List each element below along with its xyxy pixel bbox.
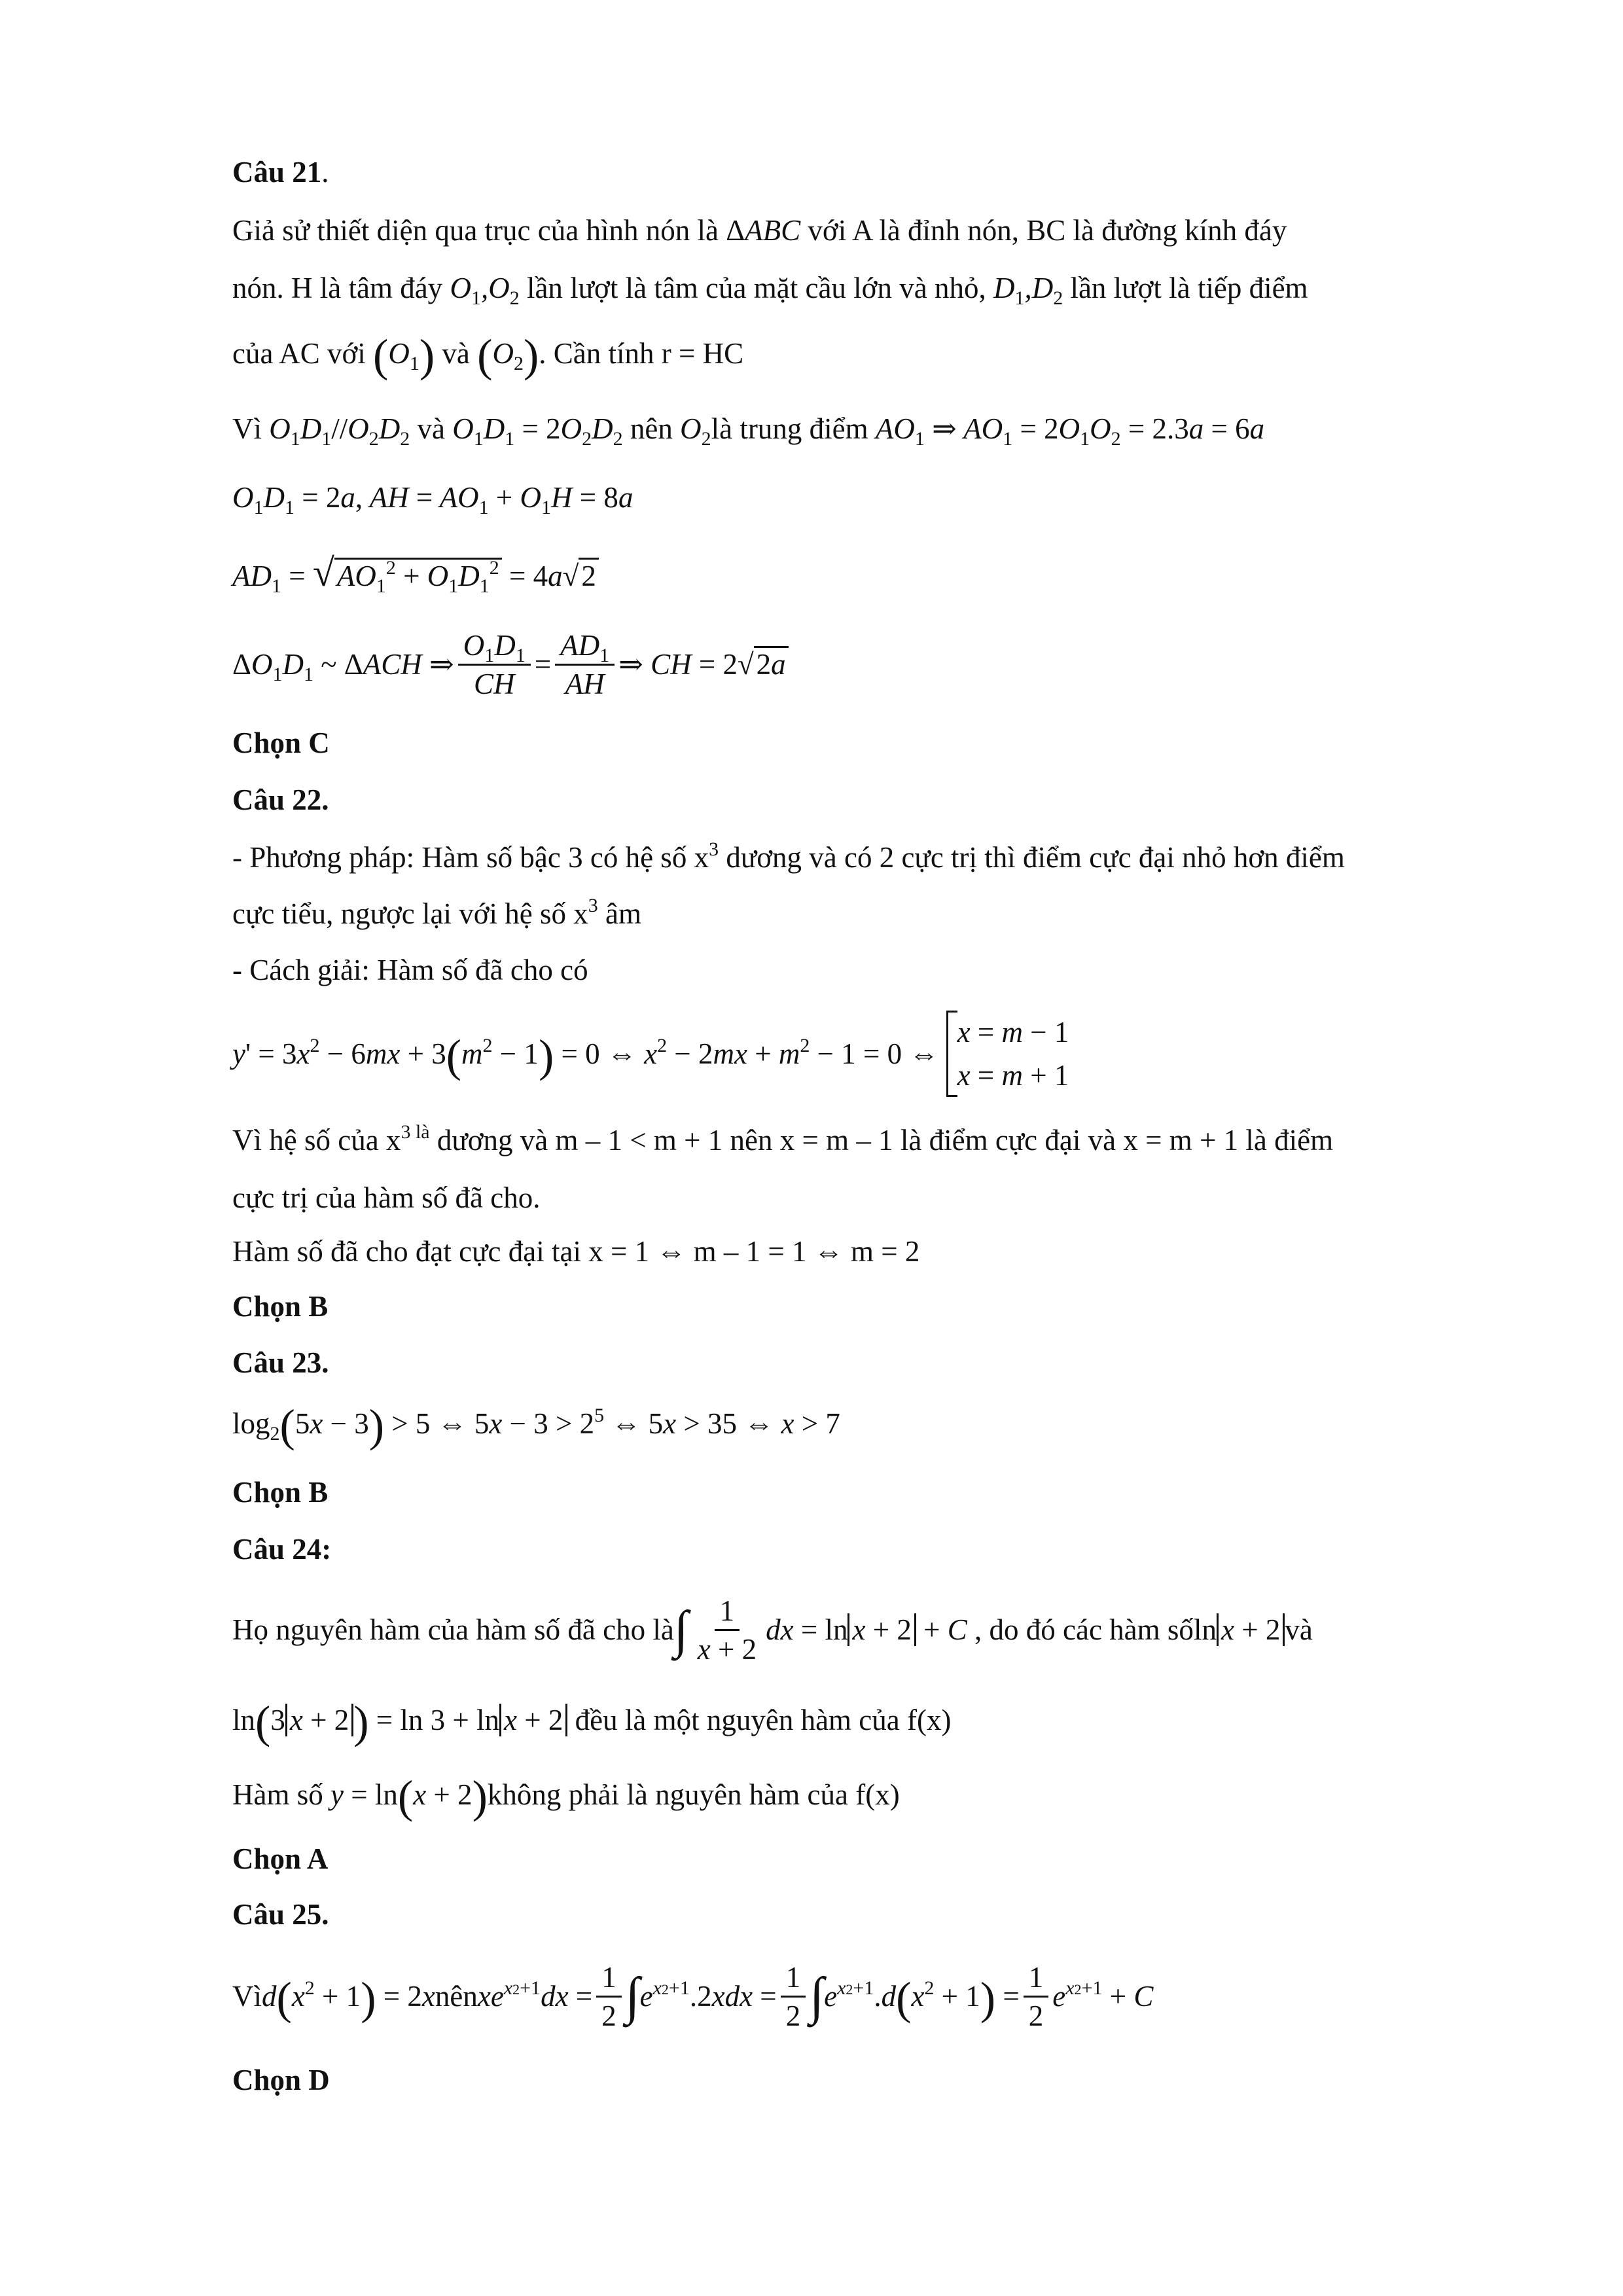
q24-line3: Hàm số y = ln(x + 2)không phải là nguyên hàm của f(x) <box>232 1772 900 1823</box>
q21-eq1: $O_1D_1 = 2a$, AH = $AO_1 + O_1H = 8a$ <box>232 481 633 518</box>
q22-line3: - Cách giải: Hàm số đã cho có <box>232 954 588 986</box>
q21-heading: Câu 21. <box>232 156 329 188</box>
q21-eq2: $AD_1 = √AO_1^2 + O_1D_1^2 = 4a√2$ <box>232 553 1544 596</box>
q23-heading: Câu 23. <box>232 1346 329 1379</box>
q25-answer: Chọn D <box>232 2064 330 2096</box>
q22-heading: Câu 22. <box>232 783 329 816</box>
q22-line5: Vì hệ số của $x^{3 là}$ dương và m – 1 < m + 1 nên x = m – 1 là điểm cực đại và x = m + 1 là điểm <box>232 1121 1334 1157</box>
q24-heading: Câu 24: <box>232 1533 332 1566</box>
q22-answer: Chọn B <box>232 1290 329 1323</box>
q21-line4: Vì $O_1D_1//O_2D_2$ và $O_1D_1 = 2O_2D_2$ nên $O_2là$ trung điểm $AO_1$ ⇒ $AO_1 = 2O_1O_2 = 2.3a = 6a$ <box>232 412 1265 450</box>
q21-answer: Chọn C <box>232 726 330 759</box>
q23-answer: Chọn B <box>232 1476 329 1509</box>
q24-line1: Họ nguyên hàm của hàm số đã cho là ∫ $\frac{1}{x + 2}$ dx = ln x + 2 + C , do đó các hàm số ln x + 2 và <box>232 1587 1544 1672</box>
q21-line2: nón. H là tâm đáy $O_1,O_2$ lần lượt là tâm của mặt cầu lớn và nhỏ, $D_1,D_2$ lần lượt là tiếp điểm <box>232 272 1308 309</box>
q21-line1: Giả sử thiết diện qua trục của hình nón là ΔABC với A là đỉnh nón, BC là đường kính đáy <box>232 214 1287 247</box>
q25-heading: Câu 25. <box>232 1898 329 1931</box>
q21-eq3: $\Delta O_1D_1$ ~ ΔACH ⇒ $\frac{O_1D_1}{CH}$ = $\frac{AD_1}{AH}$ ⇒ CH = 2√2a <box>232 628 1544 700</box>
q22-line7: Hàm số đã cho đạt cực đại tại x = 1 ⇔ m – 1 = 1 ⇔ m = 2 <box>232 1235 920 1268</box>
q22-line2: cực tiểu, ngược lại với hệ số $x^3$ âm <box>232 895 641 930</box>
q22-line6: cực trị của hàm số đã cho. <box>232 1181 541 1214</box>
q24-line2: ln(3 x + 2 ) = ln 3 + ln x + 2 đều là một nguyên hàm của f(x) <box>232 1697 952 1748</box>
q22-line1: - Phương pháp: Hàm số bậc 3 có hệ số $x^3$ dương và có 2 cực trị thì điểm cực đại nhỏ hơn điểm <box>232 838 1345 874</box>
q22-eq: $y' = 3x^2 - 6mx + 3(m^2 - 1) = 0$ ⇔ $x^2 - 2mx + m^2 - 1 = 0$ ⇔ x = m − 1 x = m + 1 <box>232 1008 1544 1100</box>
q24-answer: Chọn A <box>232 1842 329 1875</box>
q21-line3: của AC với $(O_1)$ và $(O_2)$. Cần tính r = HC <box>232 331 744 382</box>
q23-eq: $\log_2(5x - 3) > 5$ ⇔ $5x - 3 > 2^5$ ⇔ 5x > 35 ⇔ x > 7 <box>232 1401 840 1452</box>
q25-line1: Vì $d(x^2 + 1) = 2x$ nên $xe^{x2+1}dx$ = $\frac{1}{2}$ ∫ $e^{x2+1}.2xdx$ = $\frac{1}{2}$ ∫ $e^{x2+1}.d(x^2 + 1)$ = $\frac{1}{2}$ $e^{x2+1} + C$ <box>232 1954 1544 2039</box>
